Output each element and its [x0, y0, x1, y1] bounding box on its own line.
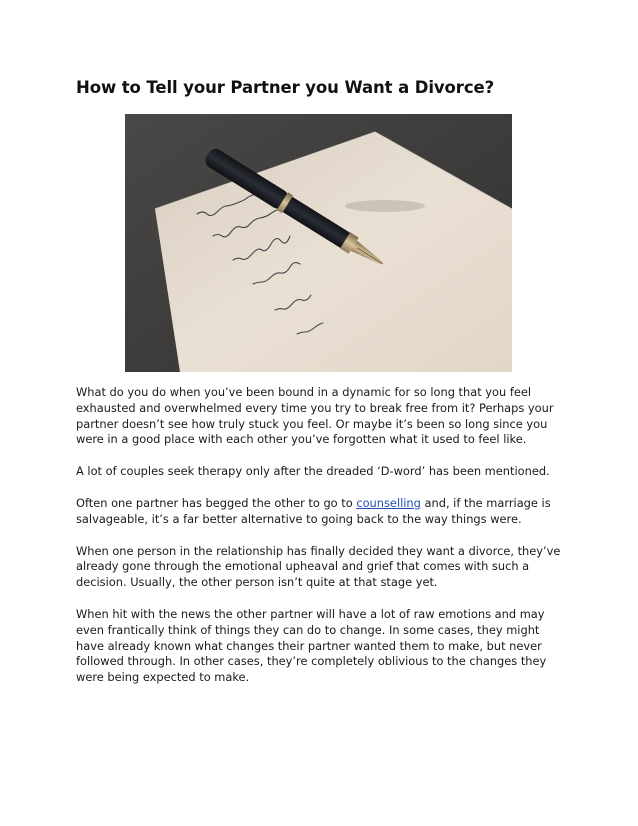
- paragraph-5: When hit with the news the other partner will have a lot of raw emotions and may even frantically think of things they can do to change. In some cases, they might have already known what changes their partner wanted them to make, but never followed through. In other cases, they’re completely oblivious to the changes they were being expected to make.: [76, 606, 547, 685]
- paragraph-3: [76, 496, 566, 528]
- paragraph-4: When one person in the relationship has finally decided they want a divorce, they’ve already gone through the emotional upheaval and grief that comes with such a decision. Usually, the other person isn’t quite at that stage yet.: [76, 543, 561, 590]
- page-title: How to Tell your Partner you Want a Divorce?: [76, 78, 495, 97]
- pen-on-letter-image: [125, 114, 512, 372]
- counselling-link[interactable]: counselling: [356, 495, 421, 510]
- article-body: [76, 385, 566, 702]
- paragraph-3-after: and, if the marriage is salvageable, it’s a far better alternative to going back to the way things were.: [76, 495, 551, 526]
- paragraph-1: What do you do when you’ve been bound in a dynamic for so long that you feel exhausted and overwhelmed every time you try to break free from it? Perhaps your partner doesn’t see how truly stuck you feel. Or maybe it’s been so long since you were in a good place with each other you’ve forgotten what it used to feel like.: [76, 385, 554, 447]
- article-photo: [125, 114, 512, 372]
- paragraph-3-before: Often one partner has begged the other to go to: [76, 495, 357, 510]
- paragraph-2: A lot of couples seek therapy only after the dreaded ‘D-word’ has been mentioned.: [76, 464, 550, 479]
